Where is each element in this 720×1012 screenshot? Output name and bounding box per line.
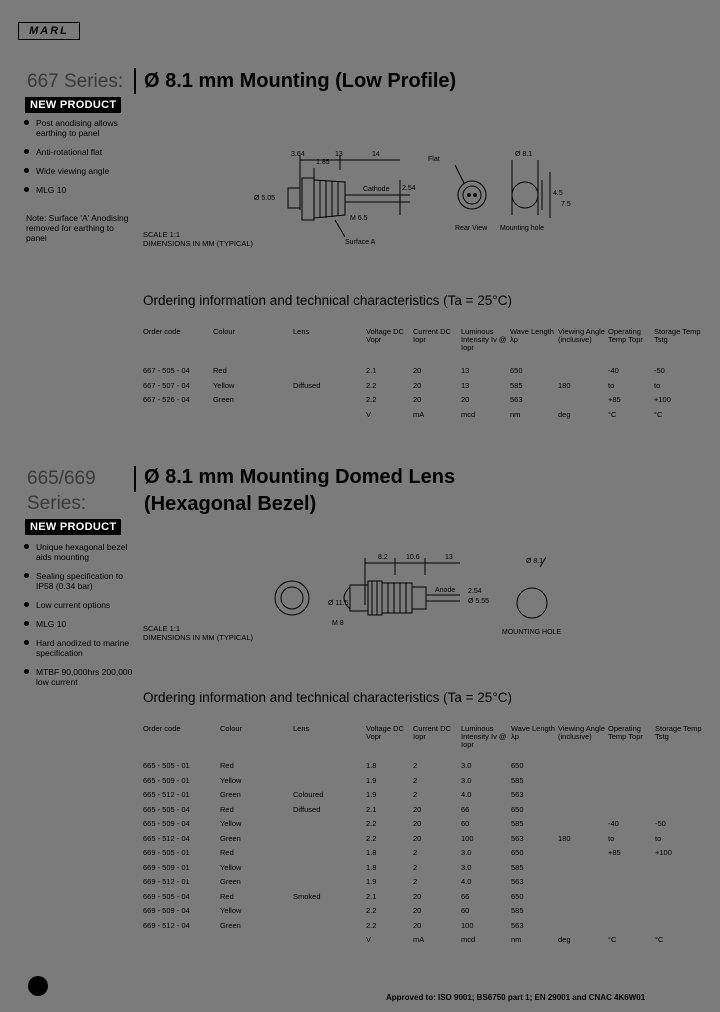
- dim-label: 14: [372, 151, 380, 158]
- cell: 669 - 509 - 01: [143, 862, 190, 872]
- cell: [655, 759, 703, 774]
- cell: Coloured: [293, 790, 324, 799]
- section1-title: Ø 8.1 mm Mounting (Low Profile): [144, 70, 457, 92]
- cell: [143, 933, 220, 948]
- cell: [558, 817, 608, 832]
- col-viewing-angle: Viewing Angle (inclusive): [558, 724, 605, 741]
- units-row: [143, 933, 703, 948]
- cell: [293, 774, 366, 789]
- cell: [558, 788, 608, 803]
- feature-item: Hard anodized to marine specification: [22, 638, 134, 658]
- cell: 3.0: [461, 848, 472, 857]
- cell: [558, 919, 608, 934]
- dim-label: 2.54: [402, 185, 416, 192]
- section2-dimension-drawing: [270, 545, 570, 635]
- cell: 665 - 512 - 01: [143, 790, 190, 799]
- cell: [293, 933, 366, 948]
- cell: 66: [461, 891, 470, 901]
- feature-item: MLG 10: [22, 619, 134, 629]
- cell: 180: [558, 380, 571, 390]
- cell: 13: [461, 380, 470, 390]
- section1-ordering-heading: Ordering information and technical characteristics (Ta = 25°C): [143, 293, 512, 308]
- cell: Yellow: [220, 775, 242, 785]
- cell: 667 - 507 - 04: [143, 380, 190, 390]
- cell: V: [366, 935, 372, 944]
- section1-dimension-drawing: [250, 140, 580, 255]
- cell: 563: [511, 833, 524, 843]
- dim-label: M 8: [332, 620, 344, 627]
- cell: 20: [413, 833, 422, 843]
- cell: Red: [220, 848, 234, 857]
- cell: [293, 919, 366, 934]
- cell: [558, 364, 608, 379]
- cell: 667 - 505 - 04: [143, 366, 190, 375]
- surface-label: Surface A: [345, 239, 376, 246]
- cell: 1.8: [366, 862, 377, 872]
- cell: mcd: [461, 935, 476, 944]
- cell: [655, 875, 703, 890]
- cell: Yellow: [220, 906, 242, 915]
- dim-label: 7.5: [561, 201, 571, 208]
- dim-label: Ø 11.5: [328, 600, 349, 607]
- cell: 1.8: [366, 848, 377, 857]
- feature-item: Low current options: [22, 600, 134, 610]
- cell: 20: [413, 819, 422, 828]
- col-lens: Lens: [293, 327, 310, 336]
- cell: °C: [654, 409, 663, 419]
- cell: 2.1: [366, 891, 377, 901]
- cell: 2.2: [366, 920, 377, 930]
- cell: 585: [511, 819, 524, 828]
- cell: 180: [558, 833, 571, 843]
- cell: to: [608, 833, 615, 843]
- cell: 1.8: [366, 761, 377, 770]
- cell: [558, 803, 608, 818]
- cell: to: [608, 380, 615, 390]
- cell: 20: [413, 804, 422, 814]
- section2-features: [22, 542, 134, 696]
- cell: [608, 803, 655, 818]
- units-row: [143, 408, 703, 423]
- cell: 2.2: [366, 833, 377, 843]
- company-logo: MARL: [18, 22, 80, 40]
- col-intensity: Luminous Intensity Iv @ Iopr: [461, 724, 507, 749]
- table-row: [143, 919, 703, 934]
- cell: Diffused: [293, 380, 321, 390]
- feature-item: MLG 10: [22, 185, 134, 195]
- cathode-label: Cathode: [363, 186, 390, 193]
- cell: Green: [220, 920, 241, 930]
- col-storage-temp: Storage Temp Tstg: [655, 724, 702, 741]
- cell: 669 - 512 - 04: [143, 920, 190, 930]
- cell: [558, 875, 608, 890]
- cell: nm: [510, 409, 521, 419]
- cell: Yellow: [220, 862, 242, 872]
- section2-title-line1: Ø 8.1 mm Mounting Domed Lens: [144, 466, 456, 488]
- cell: 60: [461, 819, 470, 828]
- cell: 20: [413, 395, 422, 404]
- feature-item: MTBF 90,000hrs 200,000 low current: [22, 667, 134, 687]
- col-operating-temp: Operating Temp Topr: [608, 327, 643, 344]
- cell: -40: [608, 819, 619, 828]
- cell: [293, 393, 366, 408]
- table-row: [143, 759, 703, 774]
- col-order-code: Order code: [143, 724, 181, 733]
- cell: deg: [558, 409, 571, 419]
- cell: 60: [461, 906, 470, 915]
- cell: 3.0: [461, 862, 472, 872]
- cell: [558, 846, 608, 861]
- cell: 563: [511, 790, 524, 799]
- cell: nm: [511, 935, 522, 944]
- cell: Red: [213, 366, 227, 375]
- feature-item: Sealing specification to IP58 (0.34 bar): [22, 571, 134, 591]
- rear-view-label: Rear View: [455, 225, 488, 232]
- cell: 66: [461, 804, 470, 814]
- col-colour: Colour: [213, 327, 236, 336]
- cell: 2.1: [366, 366, 377, 375]
- cell: 585: [511, 862, 524, 872]
- cell: 20: [413, 891, 422, 901]
- cell: 100: [461, 833, 474, 843]
- cell: [293, 861, 366, 876]
- table-header-row: [143, 725, 703, 759]
- scale-label: SCALE 1:1: [143, 624, 181, 633]
- dim-label: 13: [445, 554, 453, 561]
- cell: -50: [655, 819, 666, 828]
- cell: mA: [413, 409, 425, 419]
- cell: to: [655, 833, 662, 843]
- cell: Red: [220, 761, 234, 770]
- cell: 667 - 526 - 04: [143, 395, 190, 404]
- cell: °C: [608, 409, 617, 419]
- cell: [558, 904, 608, 919]
- cell: 20: [413, 906, 422, 915]
- cell: [558, 861, 608, 876]
- cell: +100: [655, 848, 672, 857]
- table-row: [143, 393, 703, 408]
- dim-label: 2.54: [468, 588, 482, 595]
- cell: 2: [413, 862, 418, 872]
- cell: 3.0: [461, 761, 472, 770]
- mounting-hole-label: Mounting hole: [500, 225, 544, 232]
- cell: 585: [511, 906, 524, 915]
- anode-label: Anode: [435, 587, 456, 594]
- col-voltage: Voltage DC Vopr: [366, 327, 404, 344]
- mounting-hole-label: MOUNTING HOLE: [502, 629, 562, 635]
- cell: [558, 393, 608, 408]
- table-row: [143, 846, 703, 861]
- cell: [558, 890, 608, 905]
- cell: +85: [608, 395, 621, 404]
- cell: [608, 904, 655, 919]
- dim-label: 4.5: [553, 190, 563, 197]
- dim-label: Ø 5.05: [254, 195, 276, 202]
- cell: 665 - 505 - 01: [143, 761, 190, 770]
- cell: [655, 861, 703, 876]
- cell: [293, 408, 366, 423]
- cell: [558, 759, 608, 774]
- table-row: [143, 832, 703, 847]
- cell: 563: [510, 395, 523, 404]
- cell: 650: [511, 761, 524, 770]
- dim-label: Ø 5.55: [468, 598, 490, 605]
- cell: 2.2: [366, 380, 377, 390]
- col-voltage: Voltage DC Vopr: [366, 724, 404, 741]
- col-operating-temp: Operating Temp Topr: [608, 724, 643, 741]
- cell: Red: [220, 804, 234, 814]
- cell: 669 - 509 - 04: [143, 906, 190, 915]
- col-intensity: Luminous Intensity Iv @ Iopr: [461, 327, 507, 352]
- cell: 2: [413, 790, 418, 799]
- cell: 665 - 509 - 04: [143, 819, 190, 828]
- col-order-code: Order code: [143, 327, 181, 336]
- cell: 650: [511, 891, 524, 901]
- cell: 650: [510, 366, 523, 375]
- cell: [608, 774, 655, 789]
- cell: Red: [220, 891, 234, 901]
- dim-label: 8.2: [378, 554, 388, 561]
- col-current: Current DC Iopr: [413, 724, 451, 741]
- cell: 2.2: [366, 395, 377, 404]
- cell: Yellow: [213, 380, 235, 390]
- table-row: [143, 875, 703, 890]
- page-marker-dot: [28, 976, 48, 996]
- cell: Green: [213, 395, 234, 404]
- cell: [608, 875, 655, 890]
- cell: 650: [511, 848, 524, 857]
- cell: 2.1: [366, 804, 377, 814]
- cell: [608, 861, 655, 876]
- cell: [293, 759, 366, 774]
- section1-features: [22, 118, 134, 204]
- cell: [655, 919, 703, 934]
- table-row: [143, 803, 703, 818]
- cell: [293, 875, 366, 890]
- cell: 1.9: [366, 775, 377, 785]
- dim-label: 10.6: [406, 554, 420, 561]
- cell: 13: [461, 366, 470, 375]
- cell: [655, 774, 703, 789]
- cell: 2: [413, 775, 418, 785]
- dimensions-note: DIMENSIONS IN MM (TYPICAL): [143, 633, 254, 642]
- series-label-665-669: 665/669: [27, 468, 96, 489]
- cell: 2: [413, 877, 418, 886]
- cell: [608, 759, 655, 774]
- cell: Smoked: [293, 891, 321, 901]
- cell: 585: [511, 775, 524, 785]
- table-row: [143, 890, 703, 905]
- dim-label: M 6.5: [350, 215, 368, 222]
- cell: 669 - 505 - 04: [143, 891, 190, 901]
- series-label-667: 667 Series:: [27, 71, 124, 92]
- table-header-row: [143, 328, 703, 364]
- new-product-badge: NEW PRODUCT: [25, 97, 121, 113]
- cell: [608, 788, 655, 803]
- cell: 100: [461, 920, 474, 930]
- cell: 669 - 512 - 01: [143, 877, 190, 886]
- cell: 1.9: [366, 877, 377, 886]
- new-product-badge: NEW PRODUCT: [25, 519, 121, 535]
- dim-label: Ø 8.1: [526, 558, 544, 565]
- cell: [608, 919, 655, 934]
- cell: Diffused: [293, 804, 321, 814]
- cell: to: [654, 380, 661, 390]
- cell: [558, 774, 608, 789]
- cell: -50: [654, 366, 665, 375]
- dim-label: Ø 8.1: [515, 151, 533, 158]
- cell: 4.0: [461, 877, 472, 886]
- flat-label: Flat: [428, 156, 440, 163]
- cell: °C: [608, 935, 617, 944]
- cell: V: [366, 409, 372, 419]
- cell: [655, 890, 703, 905]
- cell: 650: [511, 804, 524, 814]
- cell: [293, 904, 366, 919]
- cell: 585: [510, 380, 523, 390]
- cell: Green: [220, 877, 241, 886]
- table-row: [143, 904, 703, 919]
- table-row: [143, 379, 703, 394]
- table-row: [143, 364, 703, 379]
- cell: [293, 846, 366, 861]
- cell: 669 - 505 - 01: [143, 848, 190, 857]
- dim-label: 1.85: [316, 159, 330, 166]
- cell: [608, 890, 655, 905]
- cell: mA: [413, 935, 425, 944]
- feature-item: Anti-rotational flat: [22, 147, 134, 157]
- table-row: [143, 861, 703, 876]
- section2-title-line2: (Hexagonal Bezel): [144, 493, 317, 515]
- cell: 20: [413, 380, 422, 390]
- feature-item: Unique hexagonal bezel aids mounting: [22, 542, 134, 562]
- cell: [143, 408, 213, 423]
- cell: 3.0: [461, 775, 472, 785]
- cell: [213, 408, 293, 423]
- cell: +100: [654, 395, 671, 404]
- section2-table-body: [143, 759, 703, 933]
- dim-label: 3.64: [291, 151, 305, 158]
- cell: +85: [608, 848, 621, 857]
- series-label-line2: Series:: [27, 493, 87, 514]
- cell: [293, 832, 366, 847]
- section1-spec-table: [143, 328, 703, 422]
- cell: 20: [461, 395, 470, 404]
- cell: 2: [413, 761, 418, 770]
- cell: 563: [511, 877, 524, 886]
- title-divider: [134, 68, 136, 94]
- cell: °C: [655, 935, 664, 944]
- cell: 2: [413, 848, 418, 857]
- cell: Green: [220, 790, 241, 799]
- col-wavelength: Wave Length λp: [511, 724, 555, 741]
- col-colour: Colour: [220, 724, 243, 733]
- cell: mcd: [461, 409, 476, 419]
- table-row: [143, 774, 703, 789]
- cell: 2.2: [366, 819, 377, 828]
- cell: [655, 904, 703, 919]
- cell: [220, 933, 293, 948]
- cell: [293, 364, 366, 379]
- cell: [655, 788, 703, 803]
- feature-item: Wide viewing angle: [22, 166, 134, 176]
- cell: -40: [608, 366, 619, 375]
- cell: 665 - 509 - 01: [143, 775, 190, 785]
- cell: 665 - 505 - 04: [143, 804, 190, 814]
- approval-footer: Approved to: ISO 9001; BS6750 part 1; EN 29001 and CNAC 4K6W01: [386, 993, 646, 1002]
- section2-ordering-heading: Ordering information and technical characteristics (Ta = 25°C): [143, 690, 512, 705]
- col-lens: Lens: [293, 724, 310, 733]
- col-wavelength: Wave Length λp: [510, 327, 554, 344]
- col-current: Current DC Iopr: [413, 327, 451, 344]
- col-viewing-angle: Viewing Angle (inclusive): [558, 327, 605, 344]
- table-row: [143, 817, 703, 832]
- dimensions-note: DIMENSIONS IN MM (TYPICAL): [143, 239, 254, 248]
- cell: 20: [413, 920, 422, 930]
- section1-note: Note: Surface 'A' Anodising removed for earthing to panel: [26, 213, 129, 243]
- cell: 665 - 512 - 04: [143, 833, 190, 843]
- cell: 4.0: [461, 790, 472, 799]
- table-row: [143, 788, 703, 803]
- col-storage-temp: Storage Temp Tstg: [654, 327, 701, 344]
- cell: [655, 803, 703, 818]
- section2-spec-table: [143, 725, 703, 948]
- cell: Green: [220, 833, 241, 843]
- dim-label: 13: [335, 151, 343, 158]
- scale-label: SCALE 1:1: [143, 230, 181, 239]
- cell: 563: [511, 920, 524, 930]
- feature-item: Post anodising allows earthing to panel: [22, 118, 134, 138]
- title-divider: [134, 466, 136, 492]
- cell: [293, 817, 366, 832]
- cell: Yellow: [220, 819, 242, 828]
- cell: 20: [413, 366, 422, 375]
- cell: 1.9: [366, 790, 377, 799]
- cell: deg: [558, 935, 571, 944]
- cell: 2.2: [366, 906, 377, 915]
